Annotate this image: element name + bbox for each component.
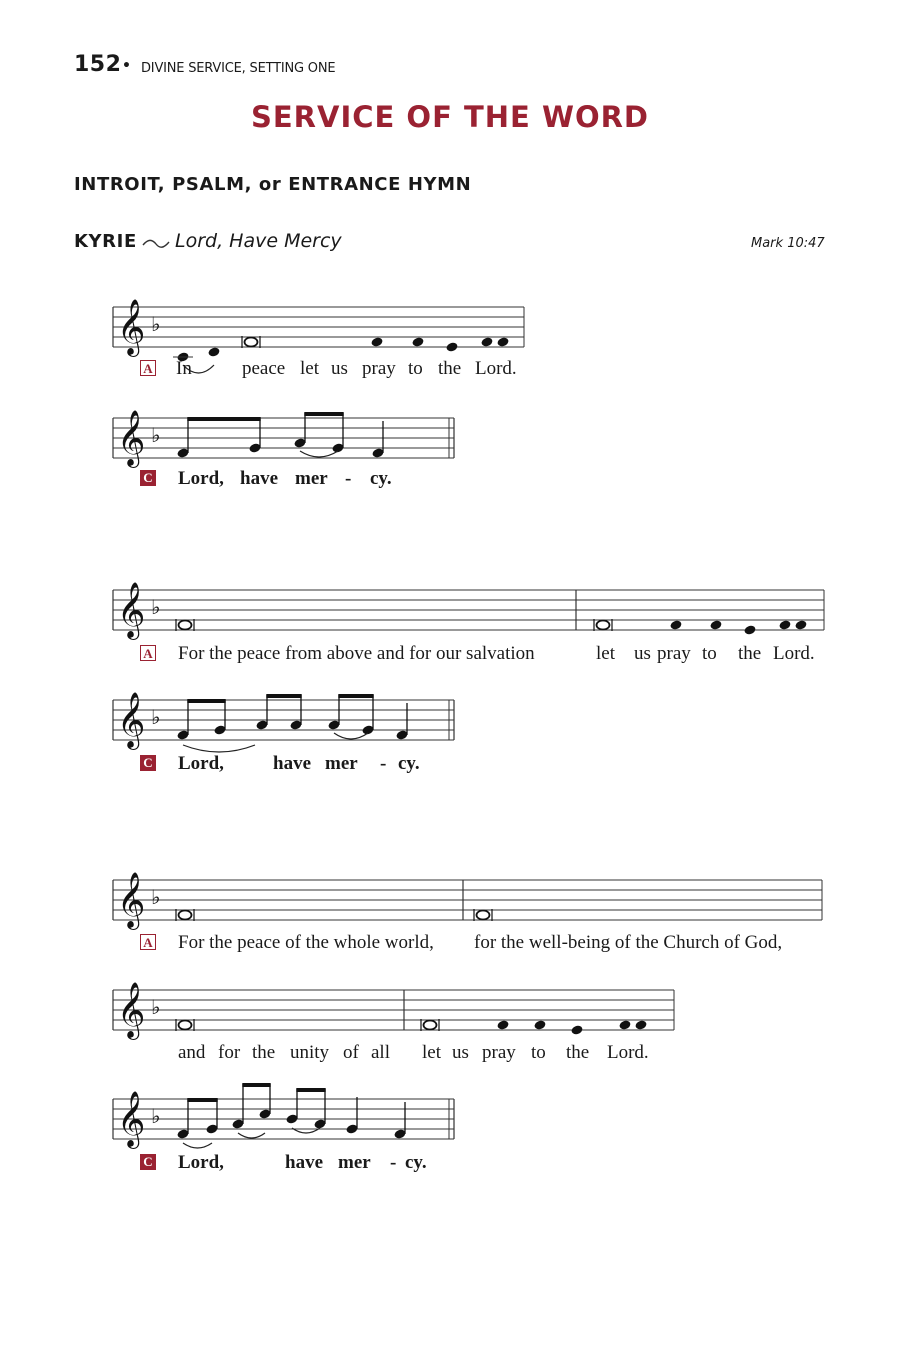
section-title: SERVICE OF THE WORD xyxy=(250,100,649,134)
note-beam xyxy=(304,412,343,416)
kyrie-subtitle: Lord, Have Mercy xyxy=(175,230,342,252)
lyric-syllable: have xyxy=(285,1152,323,1173)
lyric-syllable: have xyxy=(273,753,311,774)
flat-sign-icon: ♭ xyxy=(151,705,161,729)
lyric-syllable: the xyxy=(738,643,762,664)
note-head xyxy=(618,1019,631,1030)
congregation-badge: C xyxy=(140,755,156,771)
lyric-syllable: Lord. xyxy=(475,358,517,379)
lyric-syllable: all xyxy=(371,1042,390,1063)
breve-note xyxy=(179,911,192,920)
lyric-syllable: cy. xyxy=(398,753,420,774)
lyric-syllable: For the peace of the whole world, xyxy=(178,932,434,953)
breve-note xyxy=(477,911,490,920)
note-head xyxy=(496,336,509,347)
lyric-syllable: pray xyxy=(362,358,396,379)
lyric-syllable: mer xyxy=(295,468,328,489)
lyric-syllable: pray xyxy=(657,643,691,664)
lyric-syllable: Lord, xyxy=(178,753,224,774)
lyric-syllable: In xyxy=(176,358,192,379)
note-head xyxy=(709,619,722,630)
header-separator: • xyxy=(122,58,131,74)
note-head xyxy=(370,336,383,347)
slur xyxy=(183,1143,212,1148)
note-head xyxy=(634,1019,647,1030)
slur xyxy=(300,451,338,457)
lyric-syllable: let xyxy=(300,358,319,379)
note-head xyxy=(480,336,493,347)
lyric-syllable: For the peace from above and for our salvation xyxy=(178,643,535,664)
note-head xyxy=(794,619,807,630)
flat-sign-icon: ♭ xyxy=(151,595,161,619)
lyric-syllable: Lord, xyxy=(178,468,224,489)
treble-clef-icon: 𝄞 xyxy=(117,299,146,355)
treble-clef-icon: 𝄞 xyxy=(117,582,146,638)
scripture-reference: Mark 10:47 xyxy=(751,236,825,251)
lyric-syllable: let xyxy=(596,643,615,664)
treble-clef-icon: 𝄞 xyxy=(117,872,146,928)
breve-note xyxy=(179,621,192,630)
slur xyxy=(183,745,255,752)
note-beam xyxy=(242,1083,270,1087)
lyric-syllable: let xyxy=(422,1042,441,1063)
introit-heading: INTROIT, PSALM, or ENTRANCE HYMN xyxy=(74,174,472,195)
lyric-syllable: of xyxy=(343,1042,359,1063)
note-head xyxy=(207,346,220,357)
breve-note xyxy=(597,621,610,630)
note-head xyxy=(570,1024,583,1035)
treble-clef-icon: 𝄞 xyxy=(117,1091,146,1147)
kyrie-heading: KYRIE xyxy=(74,231,137,252)
lyric-syllable: - xyxy=(390,1152,397,1173)
flat-sign-icon: ♭ xyxy=(151,1104,161,1128)
lyric-syllable: the xyxy=(438,358,462,379)
lyric-syllable: to xyxy=(408,358,423,379)
note-head xyxy=(411,336,424,347)
flat-sign-icon: ♭ xyxy=(151,995,161,1019)
lyric-syllable: mer xyxy=(325,753,358,774)
lyric-syllable: have xyxy=(240,468,278,489)
treble-clef-icon: 𝄞 xyxy=(117,410,146,466)
lyric-syllable: us xyxy=(452,1042,469,1063)
note-head xyxy=(533,1019,546,1030)
flat-sign-icon: ♭ xyxy=(151,885,161,909)
congregation-badge: C xyxy=(140,1154,156,1170)
lyric-syllable: us xyxy=(331,358,348,379)
lyric-syllable: Lord. xyxy=(773,643,815,664)
flat-sign-icon: ♭ xyxy=(151,312,161,336)
lyric-syllable: and xyxy=(178,1042,206,1063)
lyric-syllable: unity xyxy=(290,1042,330,1063)
note-head xyxy=(778,619,791,630)
lyric-syllable: cy. xyxy=(405,1152,427,1173)
lyric-syllable: mer xyxy=(338,1152,371,1173)
lyric-syllable: - xyxy=(345,468,352,489)
breve-note xyxy=(245,338,258,347)
breve-note xyxy=(179,1021,192,1030)
treble-clef-icon: 𝄞 xyxy=(117,982,146,1038)
breve-note xyxy=(424,1021,437,1030)
assistant-badge: A xyxy=(140,934,156,950)
lyric-syllable: - xyxy=(380,753,387,774)
lyric-syllable: peace xyxy=(242,358,286,379)
assistant-badge: A xyxy=(140,360,156,376)
treble-clef-icon: 𝄞 xyxy=(117,692,146,748)
lyric-syllable: Lord. xyxy=(607,1042,649,1063)
lyric-syllable: Lord, xyxy=(178,1152,224,1173)
note-beam xyxy=(187,417,260,421)
note-beam xyxy=(296,1088,325,1092)
lyric-syllable: for xyxy=(218,1042,241,1063)
note-beam xyxy=(187,1098,217,1102)
lyric-syllable: for the well-being of the Church of God, xyxy=(474,932,783,953)
lyric-syllable: to xyxy=(531,1042,546,1063)
lyric-syllable: to xyxy=(702,643,717,664)
lyric-syllable: the xyxy=(566,1042,590,1063)
slur xyxy=(238,1133,265,1138)
running-title: DIVINE SERVICE, SETTING ONE xyxy=(141,61,336,76)
note-head xyxy=(496,1019,509,1030)
congregation-badge: C xyxy=(140,470,156,486)
lyric-syllable: pray xyxy=(482,1042,516,1063)
note-head xyxy=(669,619,682,630)
flat-sign-icon: ♭ xyxy=(151,423,161,447)
note-head xyxy=(743,624,756,635)
lyric-syllable: us xyxy=(634,643,651,664)
lyric-syllable: cy. xyxy=(370,468,392,489)
note-beam xyxy=(266,694,301,698)
note-head xyxy=(445,341,458,352)
lyric-syllable: the xyxy=(252,1042,276,1063)
slur xyxy=(334,733,368,739)
assistant-badge: A xyxy=(140,645,156,661)
note-beam xyxy=(187,699,225,703)
note-beam xyxy=(338,694,373,698)
page-number: 152 xyxy=(74,52,122,77)
